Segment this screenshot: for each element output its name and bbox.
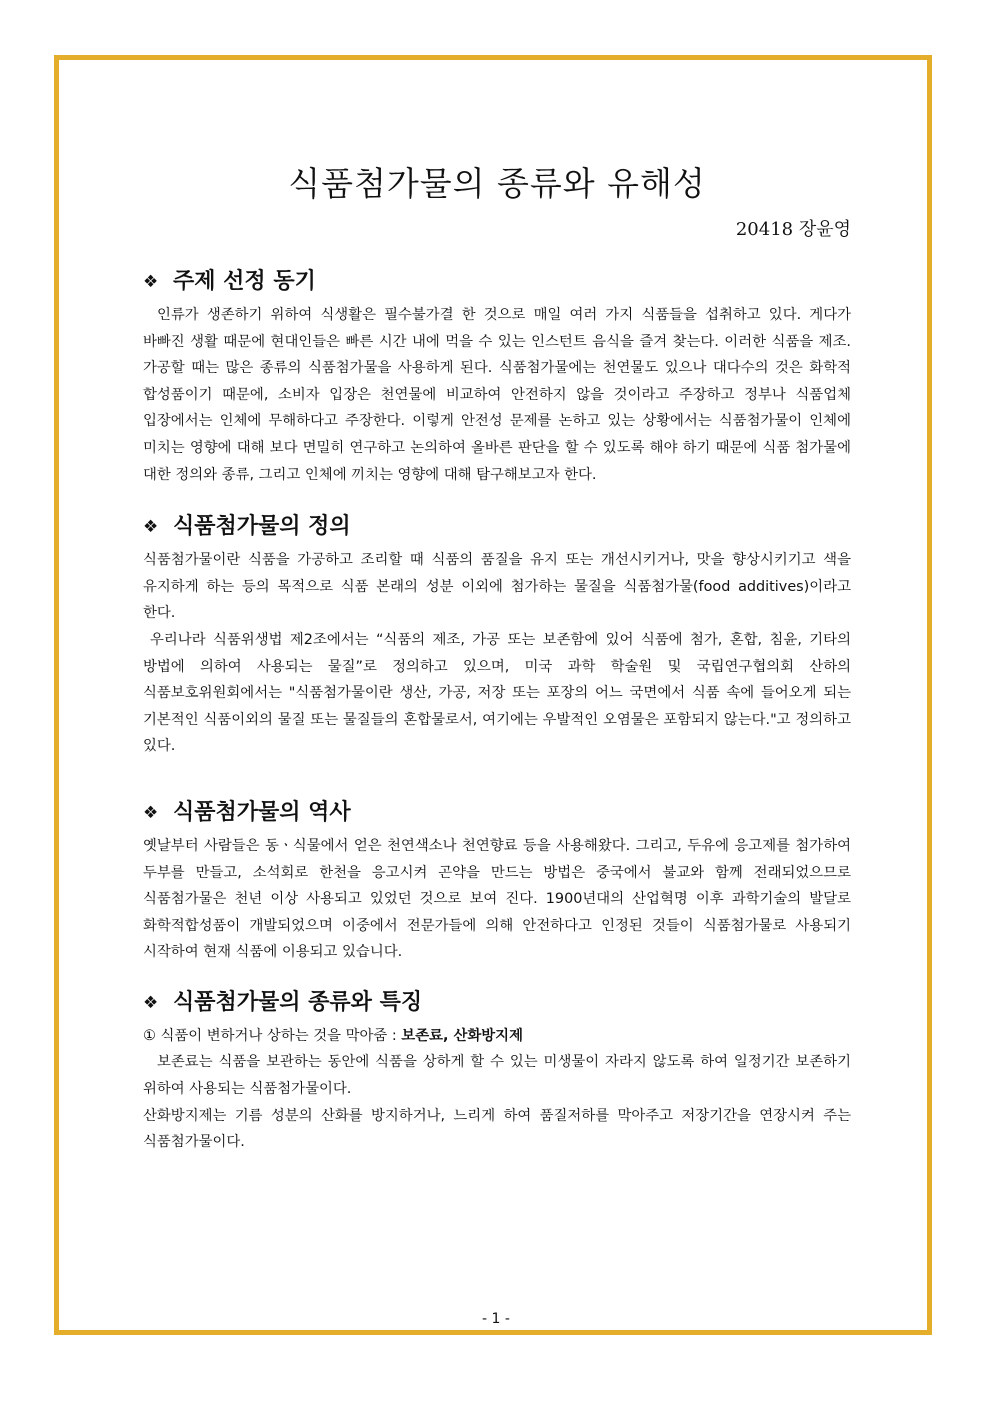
section-heading — [143, 265, 851, 299]
section-heading-text: 식품첨가물의 역사 — [173, 799, 351, 825]
paragraph: 식품첨가물이란 식품을 가공하고 조리할 때 식품의 품질을 유지 또는 개선시키거나, 맛을 향상시키기고 색을 유지하게 하는 등의 목적으로 식품 본래의 성분 이외에 첨가하는 물질을 식품첨가물(food additives)이라고 한다. — [143, 552, 851, 622]
paragraph: 인류가 생존하기 위하여 식생활은 필수불가결 한 것으로 매일 여러 가지 식품들을 섭취하고 있다. 게다가 바빠진 생활 때문에 현대인들은 빠른 시간 내에 먹을 수 있는 인스턴트 음식을 즐겨 찾는다. 이러한 식품을 제조.가공할 때는 많은 종류의 식품첨가물을 사용하게 된다. 식품첨가물에는 천연물도 있으나 대다수의 것은 화학적 합성품이기 때문에, 소비자 입장은 천연물에 비교하여 안전하지 않을 것이라고 주장하고 정부나 식품업체 입장에서는 인체에 무해하다고 주장한다. 이렇게 안전성 문제를 논하고 있는 상황에서는 식품첨가물이 인체에 미치는 영향에 대해 보다 면밀히 연구하고 논의하여 올바른 판단을 할 수 있도록 해야 하기 때문에 식품 첨가물에 대한 정의와 종류, 그리고 인체에 끼치는 영향에 대해 탐구해보고자 한다. — [143, 307, 851, 483]
paragraph: 산화방지제는 기름 성분의 산화를 방지하거나, 느리게 하여 품질저하를 막아주고 저장기간을 연장시켜 주는 식품첨가물이다. — [143, 1107, 851, 1151]
diamond-bullet-icon: ❖ — [143, 517, 159, 538]
section-heading-text: 식품첨가물의 종류와 특징 — [173, 989, 423, 1015]
diamond-bullet-icon: ❖ — [143, 802, 159, 823]
page-number: - 1 - — [482, 1311, 510, 1327]
section-heading-text: 식품첨가물의 정의 — [173, 514, 351, 540]
section-heading-text: 주제 선정 동기 — [173, 269, 316, 294]
paragraph: 옛날부터 사람들은 동ㆍ식물에서 얻은 천연색소나 천연향료 등을 사용해왔다. 그리고, 두유에 응고제를 첨가하여 두부를 만들고, 소석회로 한천을 응고시켜 곤약을 만드는 방법은 중국에서 불교와 함께 전래되었으므로 식품첨가물은 천년 이상 사용되고 있었던 것으로 보여 진다. 1900년대의 산업혁명 이후 과학기술의 발달로 화학적합성품이 개발되었으며 이중에서 전문가들에 의해 안전하다고 인정된 것들이 식품첨가물로 사용되기 시작하여 현재 식품에 이용되고 있습니다. — [143, 837, 851, 961]
diamond-bullet-icon: ❖ — [143, 992, 159, 1013]
list-item-label: ① 식품이 변하거나 상하는 것을 막아줌 : — [143, 1027, 397, 1044]
section-heading — [143, 986, 851, 1020]
section-heading — [143, 796, 851, 830]
author-line: 20418 장윤영 — [735, 219, 851, 240]
section-motivation — [143, 265, 851, 488]
list-item-emphasis: 보존료, 산화방지제 — [401, 1027, 523, 1044]
section-history — [143, 796, 851, 966]
list-item — [143, 1023, 851, 1050]
section-heading — [143, 510, 851, 544]
diamond-bullet-icon: ❖ — [143, 272, 159, 292]
section-types — [143, 986, 851, 1156]
document-title: 식품첨가물의 종류와 유해성 — [288, 164, 706, 203]
paragraph: 우리나라 식품위생법 제2조에서는 “식품의 제조, 가공 또는 보존함에 있어 식품에 첨가, 혼합, 침윤, 기타의 방법에 의하여 사용되는 물질”로 정의하고 있으며, 미국 과학 학술원 및 국립연구협의회 산하의 식품보호위원회에서는 "식품첨가물이란 생산, 가공, 저장 또는 포장의 어느 국면에서 식품 속에 들어오게 되는 기본적인 식품이외의 물질 또는 물질들의 혼합물로서, 여기에는 우발적인 오염물은 포함되지 않는다."고 정의하고 있다. — [143, 631, 851, 755]
paragraph: 보존료는 식품을 보관하는 동안에 식품을 상하게 할 수 있는 미생물이 자라지 않도록 하여 일정기간 보존하기 위하여 사용되는 식품첨가물이다. — [143, 1054, 851, 1098]
section-definition — [143, 510, 851, 760]
document-body — [143, 160, 851, 1156]
